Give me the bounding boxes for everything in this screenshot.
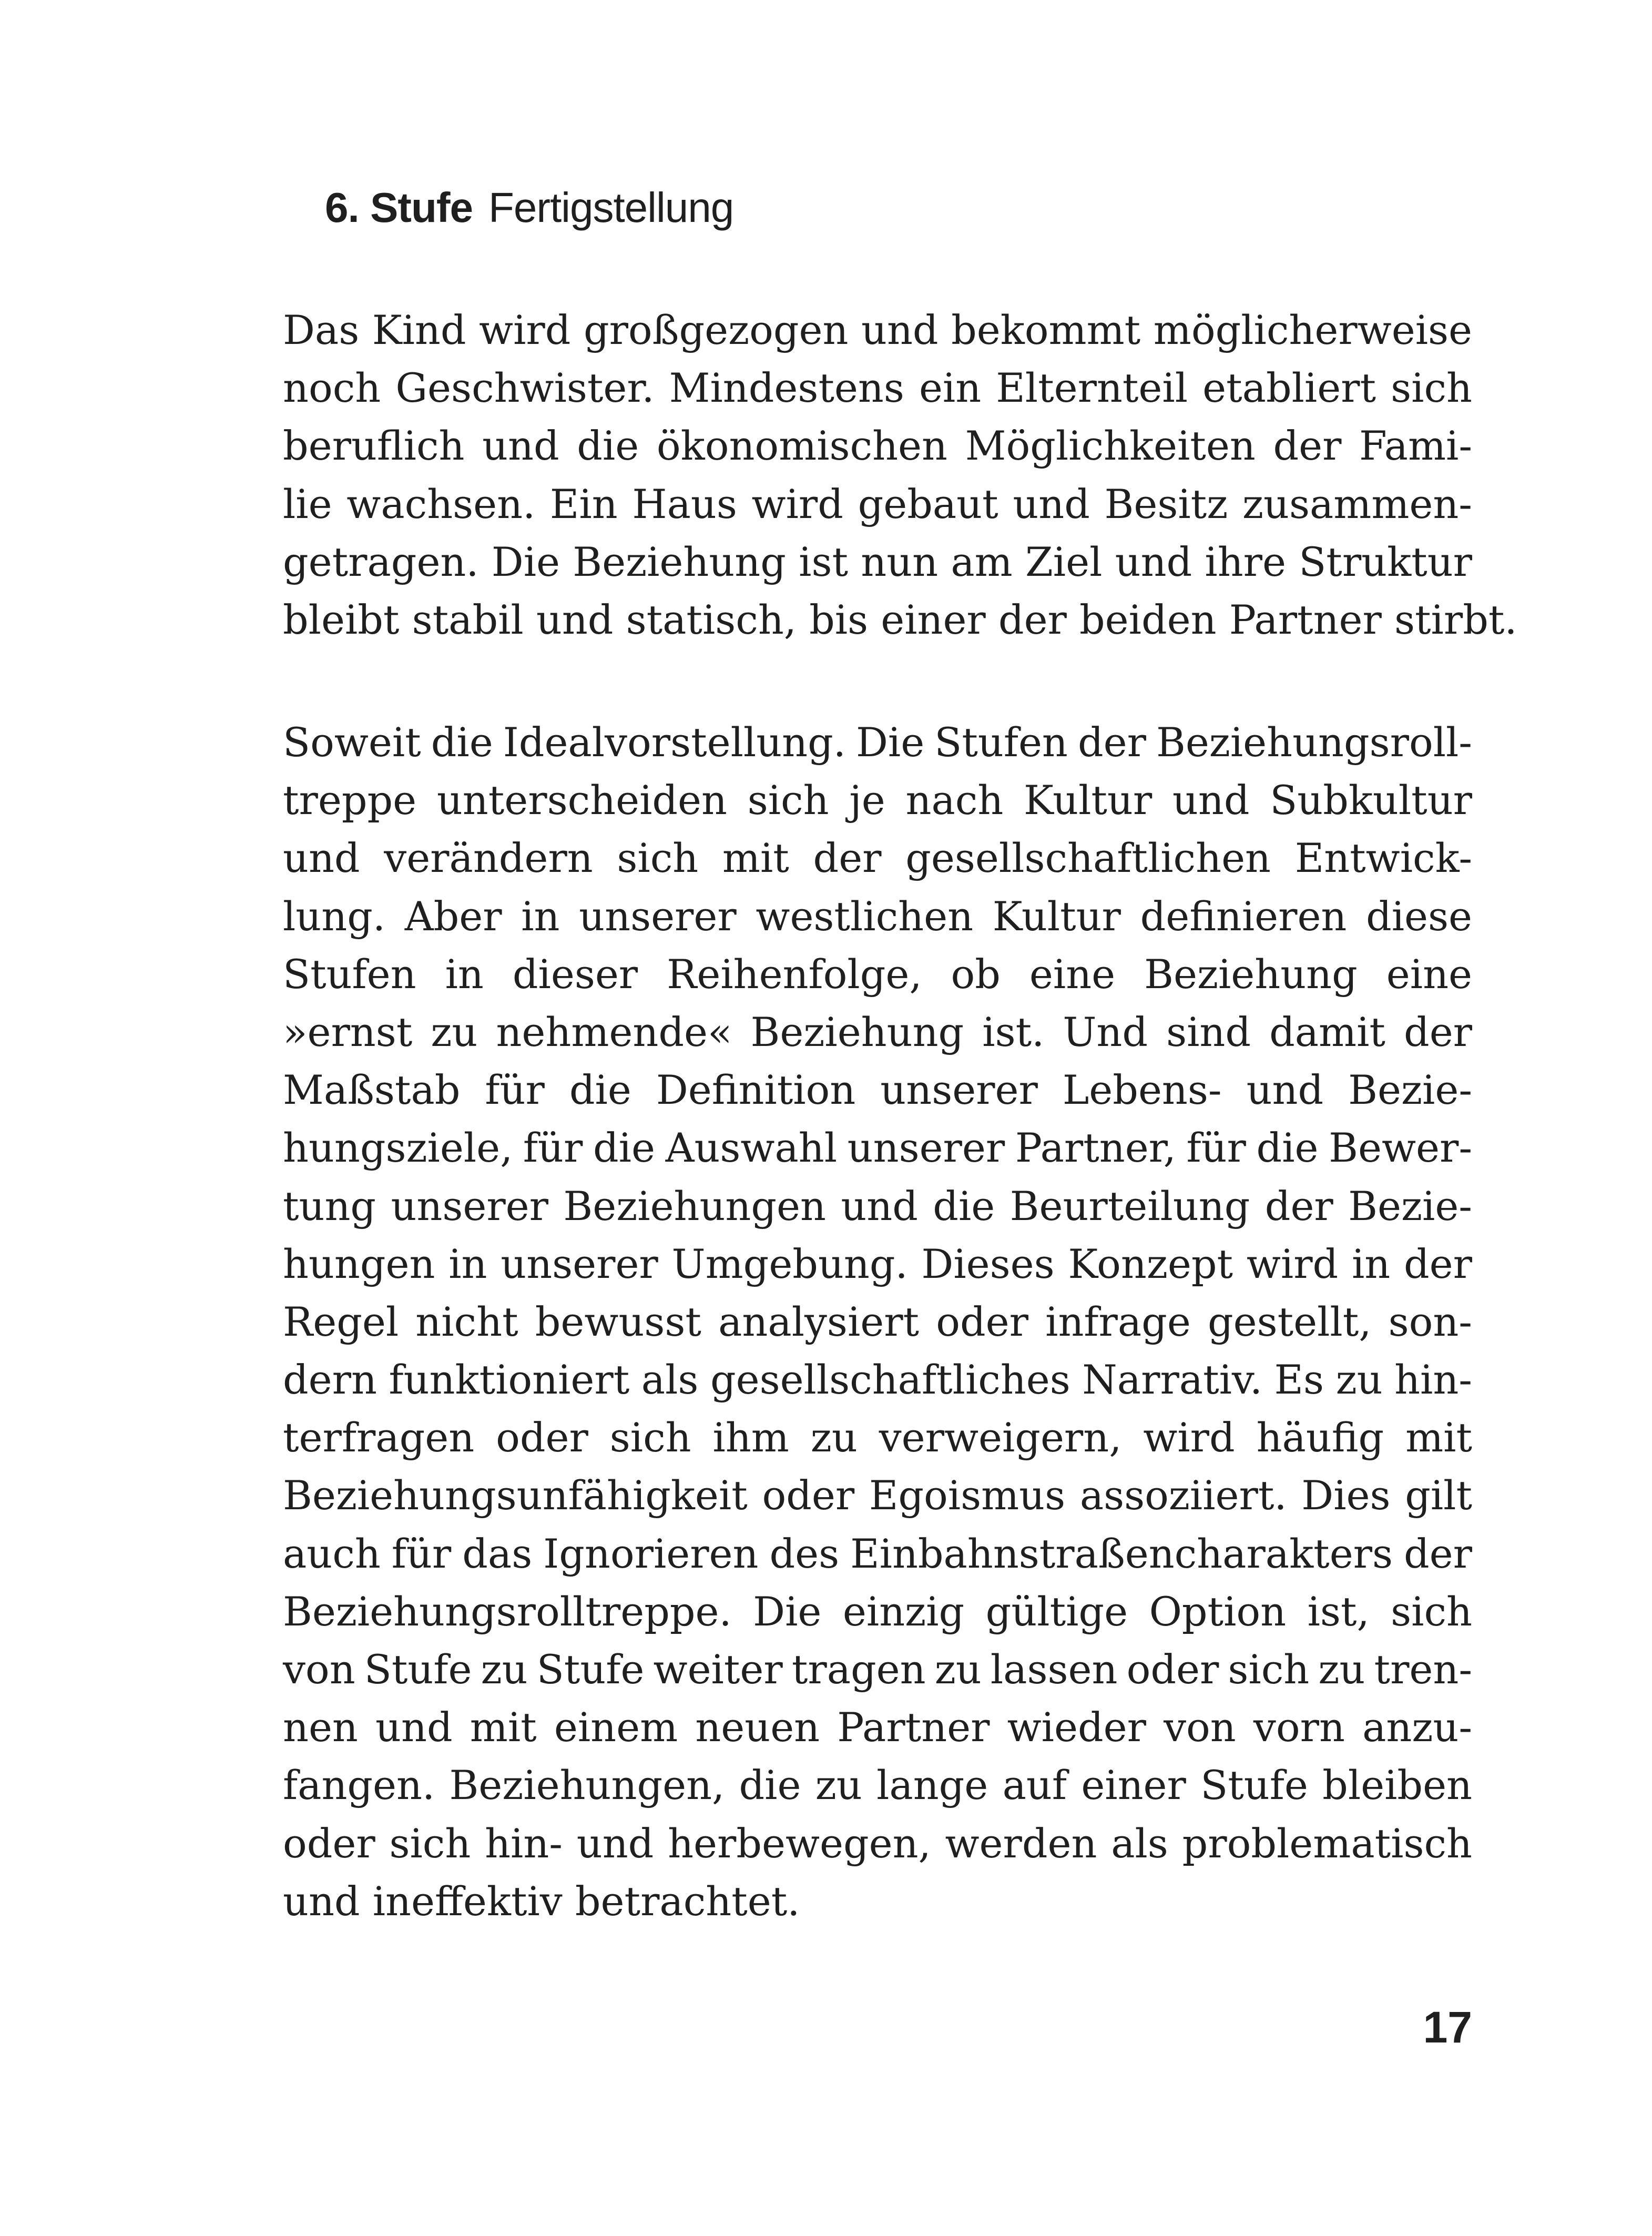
text-line: auch für das Ignorieren des Einbahnstraßencharakters der: [283, 1530, 1472, 1577]
text-line: und verändern sich mit der gesellschaftlichen Entwick-: [283, 835, 1472, 882]
text-line: und ineffektiv betrachtet.: [283, 1877, 800, 1925]
text-line: Stufen in dieser Reihenfolge, ob eine Beziehung eine: [283, 950, 1472, 998]
text-line: lie wachsen. Ein Haus wird gebaut und Besitz zusammen-: [283, 480, 1472, 527]
text-line: terfragen oder sich ihm zu verweigern, wird häufig mit: [283, 1414, 1472, 1461]
paragraph-2: [283, 714, 1472, 1930]
text-line: treppe unterscheiden sich je nach Kultur und Subkultur: [283, 777, 1472, 824]
text-line: fangen. Beziehungen, die zu lange auf einer Stufe bleiben: [283, 1762, 1472, 1809]
text-line: getragen. Die Beziehung ist nun am Ziel und ihre Struktur: [283, 538, 1472, 585]
text-line: Beziehungsunfähigkeit oder Egoismus assoziiert. Dies gilt: [283, 1472, 1472, 1519]
text-line: Beziehungsrolltreppe. Die einzig gültige Option ist, sich: [283, 1588, 1472, 1635]
section-title: Fertigstellung: [488, 184, 734, 231]
text-line: Maßstab für die Definition unserer Lebens- und Bezie-: [283, 1066, 1472, 1114]
section-heading: [325, 181, 733, 234]
text-line: Das Kind wird großgezogen und bekommt möglicherweise: [283, 307, 1472, 353]
text-line: tung unserer Beziehungen und die Beurteilung der Bezie-: [283, 1182, 1472, 1229]
text-line: lung. Aber in unserer westlichen Kultur definieren diese: [283, 892, 1472, 940]
text-line: »ernst zu nehmende« Beziehung ist. Und sind damit der: [283, 1008, 1472, 1055]
text-line: beruflich und die ökonomischen Möglichkeiten der Fami-: [283, 422, 1472, 470]
text-line: hungsziele, für die Auswahl unserer Partner, für die Bewer-: [283, 1124, 1472, 1172]
text-line: von Stufe zu Stufe weiter tragen zu lassen oder sich zu tren-: [283, 1646, 1472, 1693]
text-line: noch Geschwister. Mindestens ein Elternteil etabliert sich: [283, 364, 1472, 412]
section-number: 6. Stufe: [325, 184, 473, 231]
text-line: Regel nicht bewusst analysiert oder infrage gestellt, son-: [283, 1298, 1472, 1345]
text-line: oder sich hin- und herbewegen, werden als problematisch: [283, 1820, 1472, 1867]
text-line: Soweit die Idealvorstellung. Die Stufen der Beziehungsroll-: [283, 719, 1472, 766]
page-number: 17: [1423, 2003, 1472, 2052]
paragraph-1: [283, 301, 1517, 649]
text-line: dern funktioniert als gesellschaftliches Narrativ. Es zu hin-: [283, 1356, 1472, 1404]
text-line: bleibt stabil und statisch, bis einer der beiden Partner stirbt.: [283, 596, 1517, 643]
text-line: hungen in unserer Umgebung. Dieses Konzept wird in der: [283, 1240, 1472, 1287]
text-line: nen und mit einem neuen Partner wieder von vorn anzu-: [283, 1704, 1472, 1751]
